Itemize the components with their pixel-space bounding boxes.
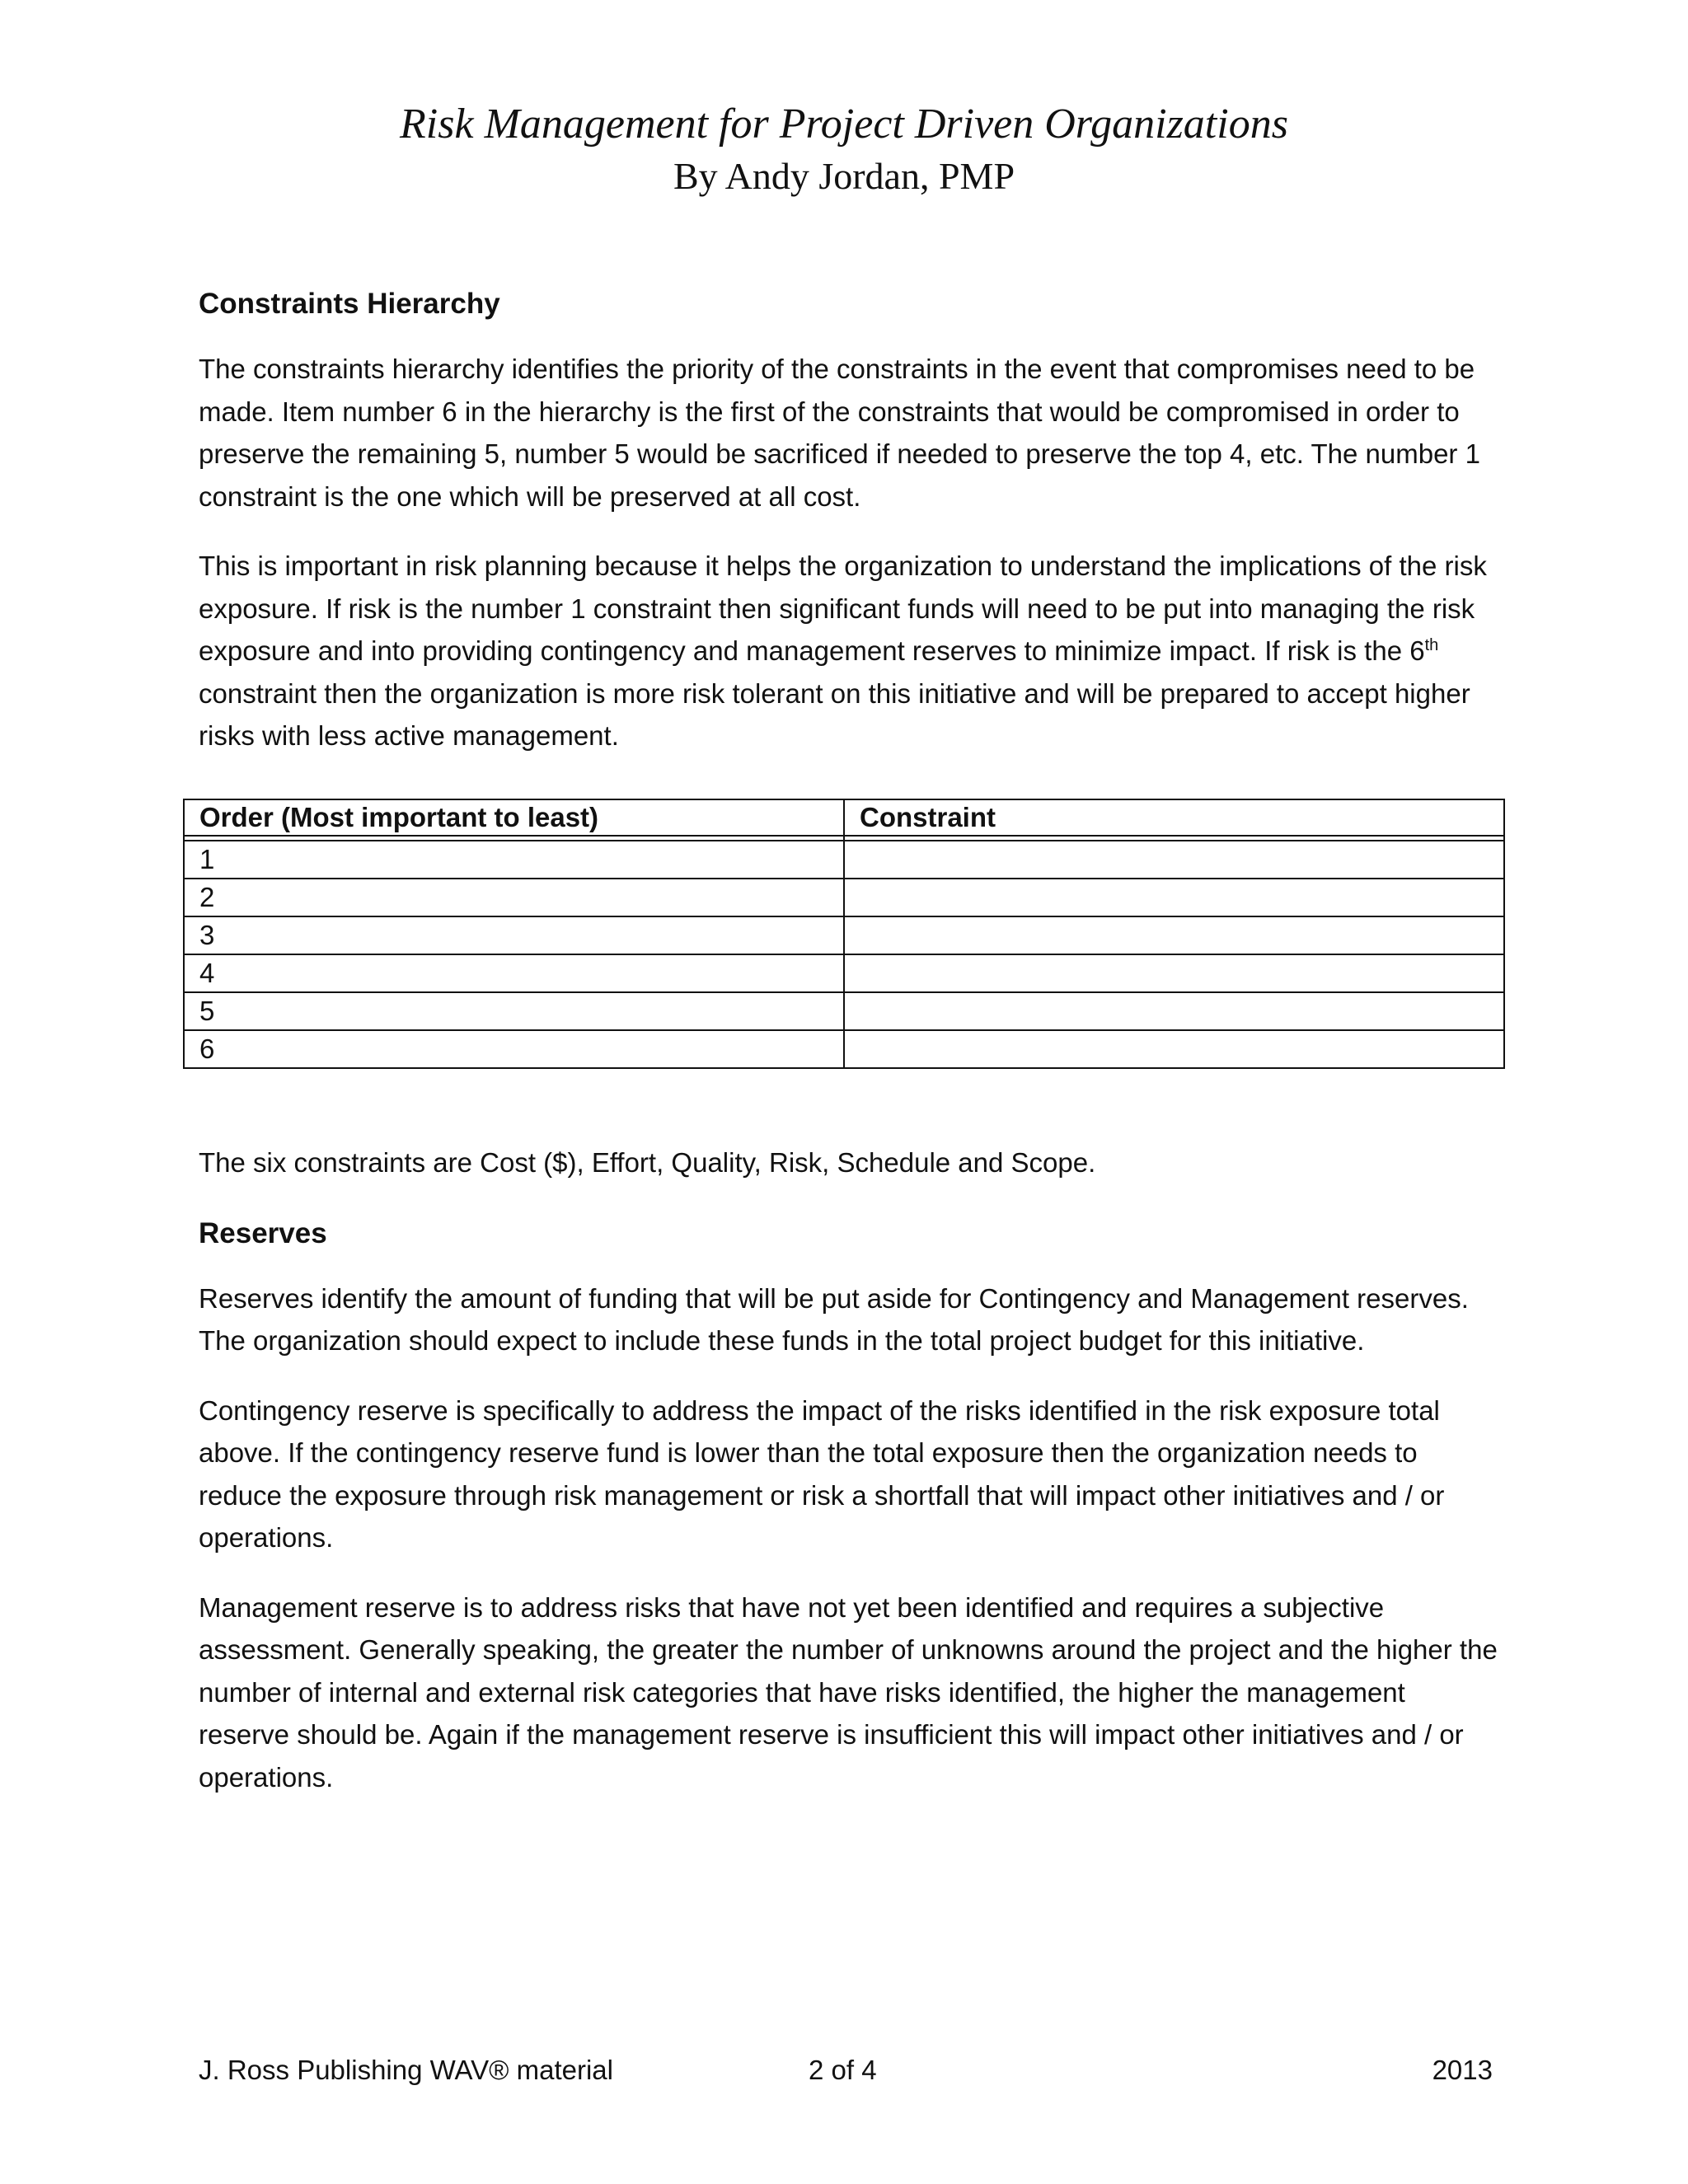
footer-year: 2013 [1432, 2055, 1493, 2085]
table-cell-order: 2 [184, 879, 844, 916]
table-cell-order: 5 [184, 992, 844, 1030]
table-row [184, 954, 1504, 992]
footer-publisher: J. Ross Publishing WAV® material [199, 2055, 613, 2085]
table-cell-order: 6 [184, 1030, 844, 1068]
table-header-constraint: Constraint [844, 799, 1504, 836]
table-cell-order: 4 [184, 954, 844, 992]
table-cell-constraint[interactable] [844, 992, 1504, 1030]
reserves-paragraph-3: Management reserve is to address risks that have not yet been identified and requires a subjective assessment. Generally speaking, the greater the number of unknowns around the project and the higher the number of internal and external risk categories that have risks identified, the higher the management reserve should be. Again if the management reserve is insufficient this will impact other initiatives and / or operations. [199, 1591, 1498, 1793]
reserves-section [199, 1141, 1501, 1825]
constraints-paragraph-2 [199, 545, 1501, 757]
constraints-paragraph-2-part-1: This is important in risk planning because it helps the organization to understand the implications of the risk exposure. If risk is the number 1 constraint then significant funds will need to be put into managing the risk exposure and into providing contingency and management reserves to minimize impact. If risk is the 6 [199, 551, 1487, 666]
table-row [184, 879, 1504, 916]
table-cell-constraint[interactable] [844, 954, 1504, 992]
constraints-table [183, 799, 1505, 1069]
table-header-order: Order (Most important to least) [184, 799, 844, 836]
table-cell-constraint[interactable] [844, 916, 1504, 954]
footer-page-number: 2 of 4 [809, 2055, 877, 2085]
table-row [184, 841, 1504, 879]
reserves-heading: Reserves [199, 1216, 327, 1249]
ordinal-superscript: th [1424, 636, 1439, 654]
constraints-paragraph-2-part-2: constraint then the organization is more risk tolerant on this initiative and will be prepared to accept higher risks with less active management. [199, 677, 1470, 751]
constraints-section [199, 282, 1501, 785]
table-cell-constraint[interactable] [844, 879, 1504, 916]
document-title: Risk Management for Project Driven Organizations [400, 101, 1288, 148]
reserves-paragraph-1: Reserves identify the amount of funding that will be put aside for Contingency and Management reserves. The organization should expect to include these funds in the total project budget for this initiative. [199, 1282, 1469, 1356]
document-author: By Andy Jordan, PMP [673, 155, 1015, 197]
constraints-list: The six constraints are Cost ($), Effort, Quality, Risk, Schedule and Scope. [199, 1147, 1096, 1178]
document-header [0, 97, 1688, 201]
table-row [184, 992, 1504, 1030]
table-cell-order: 1 [184, 841, 844, 879]
constraints-paragraph-1: The constraints hierarchy identifies the priority of the constraints in the event that compromises need to be made. Item number 6 in the hierarchy is the first of the constraints that would be compromised in order to preserve the remaining 5, number 5 would be sacrificed if needed to preserve the top 4, etc. The number 1 constraint is the one which will be preserved at all cost. [199, 354, 1480, 512]
table-cell-constraint[interactable] [844, 1030, 1504, 1068]
table-row [184, 1030, 1504, 1068]
table-cell-order: 3 [184, 916, 844, 954]
table-cell-constraint[interactable] [844, 841, 1504, 879]
table-header-row [184, 799, 1504, 836]
constraints-heading: Constraints Hierarchy [199, 288, 500, 320]
table-row [184, 916, 1504, 954]
reserves-paragraph-2: Contingency reserve is specifically to address the impact of the risks identified in the risk exposure total above. If the contingency reserve fund is lower than the total exposure then the organization needs to reduce the exposure through risk management or risk a shortfall that will impact other initiatives and / or operations. [199, 1394, 1445, 1553]
